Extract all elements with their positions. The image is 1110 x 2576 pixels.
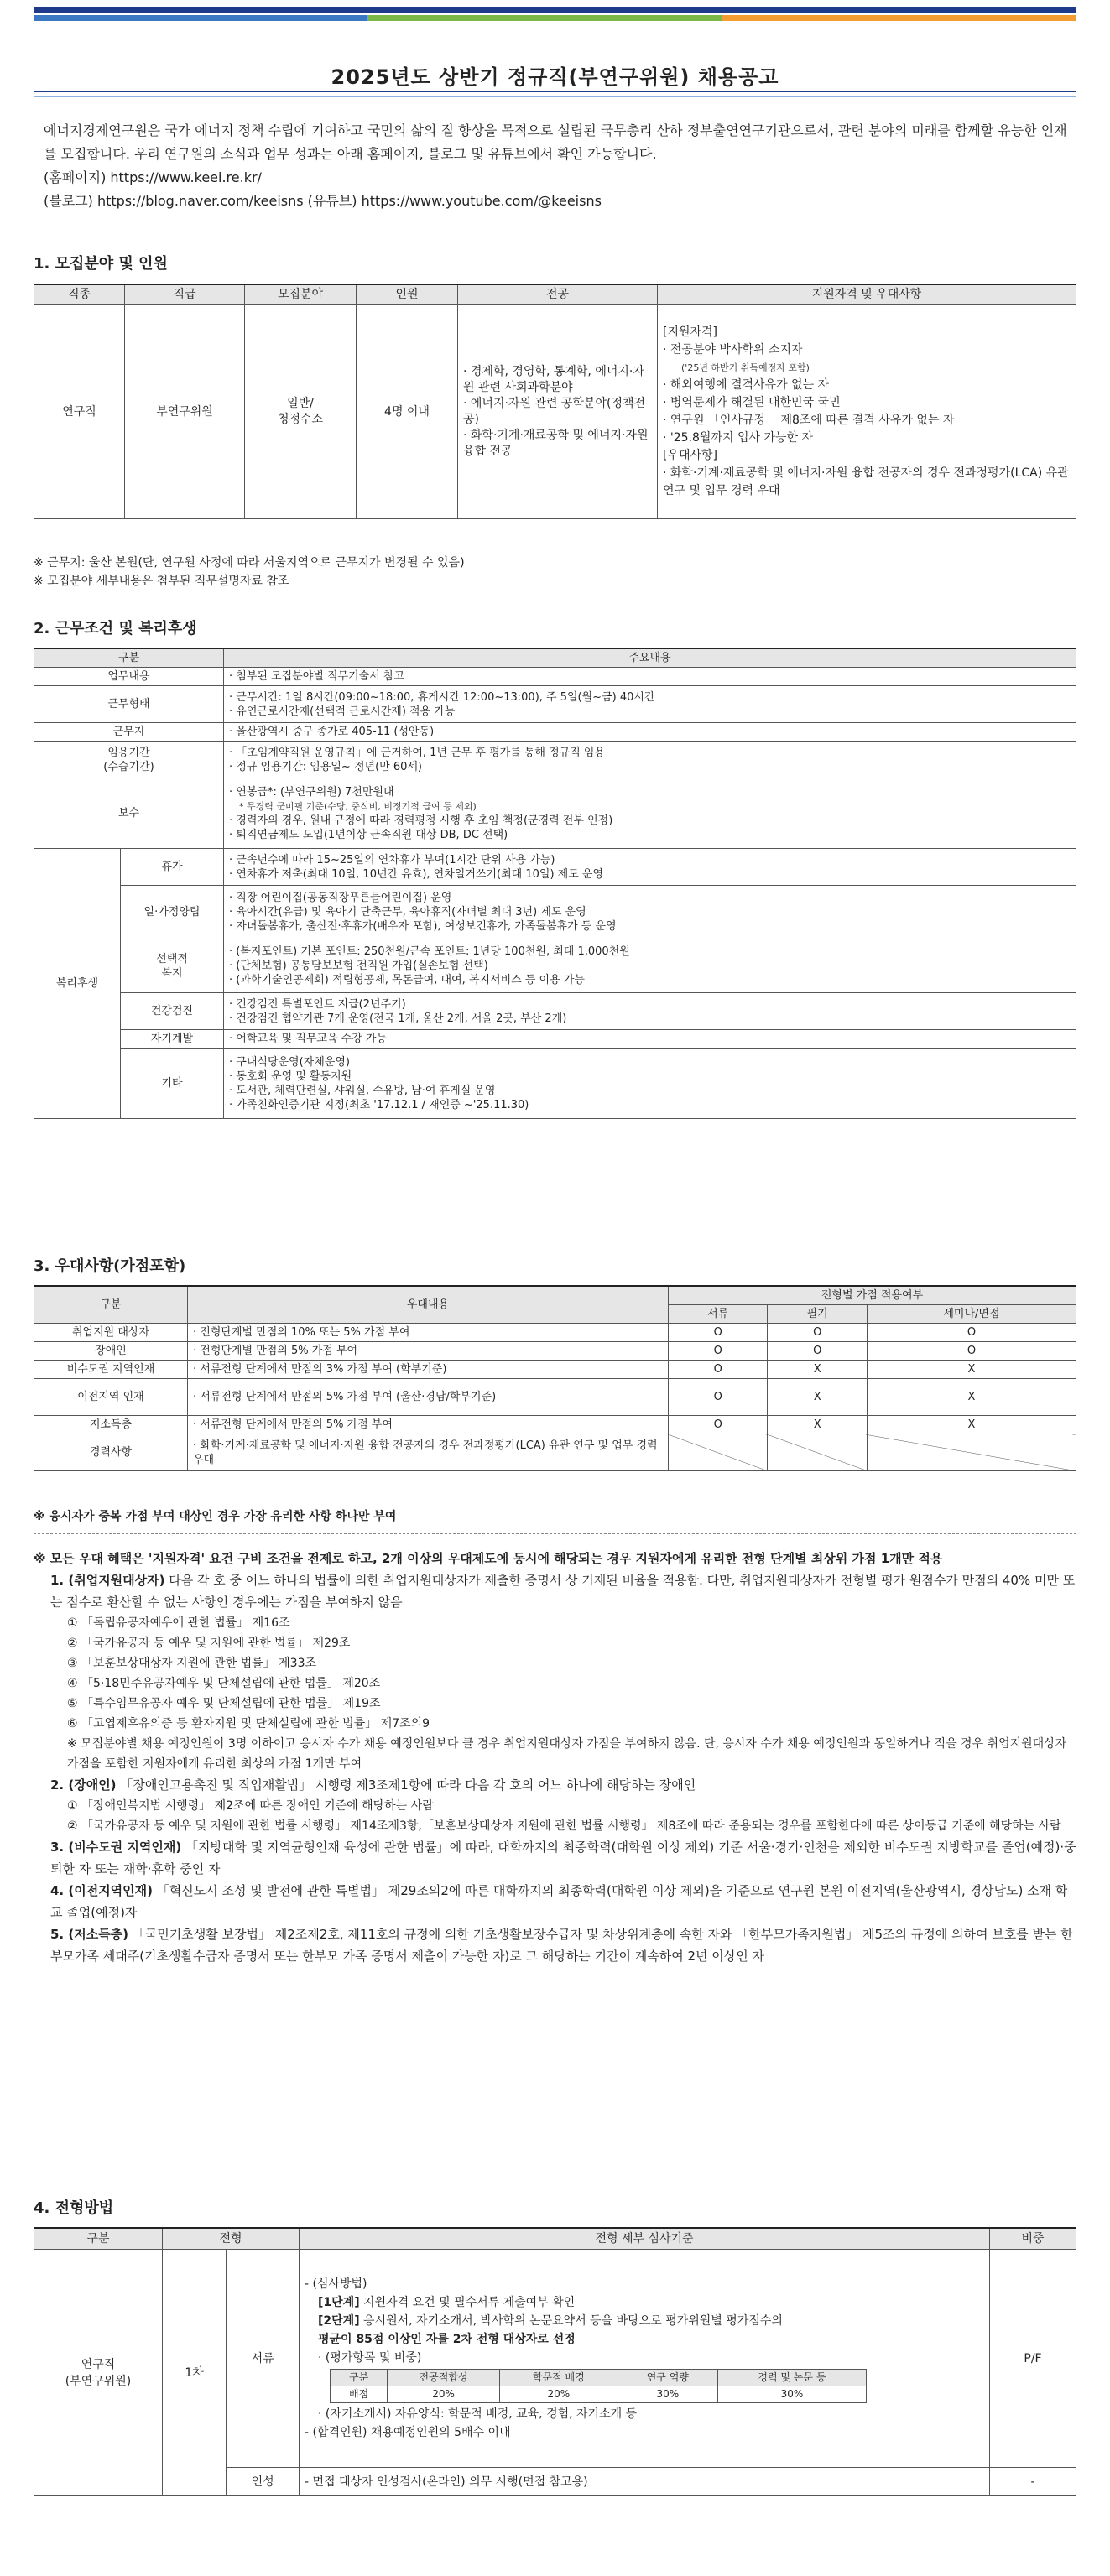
title-underline (34, 91, 1076, 92)
eval-label: · (평가항목 및 비중) (318, 2351, 422, 2365)
welfare-etc: 기타 (121, 1049, 224, 1119)
self-intro: · (자기소개서) 자유양식: 학문적 배경, 교육, 경험, 자기소개 등 (318, 2407, 638, 2421)
row-welfare: 복리후생 (34, 849, 121, 1119)
s4-doc: 서류 (227, 2250, 300, 2468)
eval-th: 경력 및 논문 등 (717, 2370, 866, 2386)
note-details: ※ 모집분야 세부내용은 첨부된 직무설명자료 참조 (34, 575, 289, 588)
mark: X (768, 1361, 867, 1379)
th-s4-weight: 비중 (990, 2228, 1076, 2250)
th-category: 구분 (34, 648, 224, 668)
eval-cell: 20% (499, 2386, 618, 2403)
pref-row-content: · 전형단계별 만점의 5% 가점 부여 (193, 1344, 663, 1358)
worktype-item: · 유연근로시간제(선택적 근로시간제) 적용 가능 (229, 705, 1071, 719)
pref-row-label: 취업지원 대상자 (34, 1324, 188, 1342)
eval-table (330, 2369, 867, 2403)
th-doc: 서류 (669, 1305, 768, 1324)
welfare-selfdev: 자기계발 (121, 1030, 224, 1049)
welfare-family: 일·가정양립 (121, 886, 224, 939)
mark: O (768, 1324, 867, 1342)
eval-cell: 30% (618, 2386, 717, 2403)
pass-count: - (합격인원) 채용예정인원의 5배수 이내 (305, 2426, 511, 2439)
p5-text: 「국민기초생활 보장법」 제2조제2호, 제11호의 규정에 의한 기초생활보장수급자 및 차상위계층에 속한 자와 「한부모가족지원법」 제5조의 규정에 의하여 보호를 받는 한부모가족 세대주(기초생활수급자 증명서 또는 한부모 가족 증명서 제출이 가능한 자)로 그 해당하는 기간이 계속하여 2년 이상인 자 (50, 1927, 1073, 1964)
mark: O (669, 1361, 768, 1379)
th-content: 주요내용 (224, 648, 1076, 668)
eval-th: 연구 역량 (618, 2370, 717, 2386)
s4-aptitude: 인성 (227, 2468, 300, 2496)
welfare-item: · 육아시간(유급) 및 육아기 단축근무, 육아휴직(자녀별 최대 3년) 제도 운영 (229, 905, 1071, 919)
mark: O (669, 1324, 768, 1342)
welfare-item: · 자녀돌봄휴가, 출산전·후휴가(배우자 포함), 여성보건휴가, 가족돌봄휴가 등 운영 (229, 919, 1071, 934)
p4-text: 「혁신도시 조성 및 발전에 관한 특별법」 제29조의2에 따른 대학까지의 최종학력(대학원 이상 제외)을 기준으로 연구원 본원 이전지역(울산광역시, 경상남도) 소재 학교 졸업(예정)자 (50, 1883, 1068, 1920)
p4-head: 4. (이전지역인재) (50, 1883, 154, 1898)
pref-row-content: · 전형단계별 만점의 10% 또는 5% 가점 부여 (193, 1325, 663, 1340)
eval-th: 전공적합성 (388, 2370, 500, 2386)
pref-row-content: · 서류전형 단계에서 만점의 3% 가점 부여 (학부기준) (193, 1362, 663, 1376)
law-item: ④ 「5·18민주유공자예우 및 단체설립에 관한 법률」 제20조 (67, 1677, 381, 1690)
s4-round: 1차 (163, 2250, 227, 2496)
s4-aptitude-weight: - (990, 2468, 1076, 2496)
th-pref-group: 구분 (34, 1286, 188, 1324)
step2-label: [2단계] (318, 2314, 360, 2328)
top-decoration (34, 7, 1076, 23)
p3-text: 「지방대학 및 지역균형인재 육성에 관한 법률」에 따라, 대학까지의 최종학력(대학원 이상 제외) 기준 서울·경기·인천을 제외한 비수도권 지방학교를 졸업(예정)·중퇴한 자 또는 재학·휴학 중인 자 (50, 1840, 1076, 1876)
s4-group: 연구직 (부연구위원) (34, 2250, 163, 2496)
th-rank: 직급 (125, 284, 245, 305)
mark: X (867, 1361, 1076, 1379)
pref-row-label: 저소득층 (34, 1416, 188, 1434)
worktype-item: · 근무시간: 1일 8시간(09:00~18:00, 휴게시간 12:00~13:00), 주 5일(월~금) 40시간 (229, 690, 1071, 705)
welfare-item: · (과학기술인공제회) 적립형공제, 목돈급여, 대여, 복지서비스 등 이용 가능 (229, 973, 1071, 987)
empty-cell (867, 1434, 1076, 1471)
mark: X (768, 1379, 867, 1416)
pref-row-label: 경력사항 (34, 1434, 188, 1471)
pref-row-content: · 서류전형 단계에서 만점의 5% 가점 부여 (193, 1418, 663, 1432)
empty-cell (669, 1434, 768, 1471)
qual-label: [지원자격] (663, 325, 718, 339)
pref-item: · 화학·기계·재료공학 및 에너지·자원 융합 전공자의 경우 전과정평가(LCA) 유관 연구 및 업무 경력 우대 (663, 465, 1071, 500)
section3-heading: 3. 우대사항(가점포함) (34, 1257, 186, 1275)
p1-note: ※ 모집분야별 채용 예정인원이 3명 이하이고 응시자 수가 채용 예정인원보다 클 경우 취업지원대상자 가점을 부여하지 않음. 단, 응시자 수가 채용 예정인원과 동일하거나 적을 경우 취업지원대상자 가점을 포함한 지원자에게 유리한 최상위 가점 1개만 부여 (67, 1737, 1067, 1771)
selection-table (34, 2227, 1076, 2496)
preference-table (34, 1285, 1076, 1471)
mark: O (768, 1342, 867, 1361)
major-item: · 에너지·자원 관련 공학분야(정책전공) (463, 396, 652, 428)
welfare-vacation: 휴가 (121, 849, 224, 886)
page-title: 2025년도 상반기 정규직(부연구위원) 채용공고 (331, 65, 779, 89)
s4-aptitude-text: - 면접 대상자 인성검사(온라인) 의무 시행(면접 참고용) (300, 2468, 990, 2496)
welfare-item: · 건강검진 특별포인트 지급(2년주기) (229, 997, 1071, 1012)
mark: X (867, 1379, 1076, 1416)
eval-cell: 20% (388, 2386, 500, 2403)
location-item: · 울산광역시 중구 종가로 405-11 (성안동) (229, 725, 1071, 739)
pref-details (34, 1548, 1076, 1967)
intro-text: 에너지경제연구원은 국가 에너지 정책 수립에 기여하고 국민의 삶의 질 향상을 목적으로 설립된 국무총리 산하 정부출연연구기관으로서, 관련 분야의 미래를 함께할 유능한 인재를 모집합니다. 우리 연구원의 소식과 업무 성과는 아래 홈페이지, 블로그 및 유튜브에서 확인 가능합니다. (44, 122, 1067, 162)
qual-item: · 병역문제가 해결된 대한민국 국민 (663, 394, 1071, 412)
law-item: ⑥ 「고엽제후유의증 등 환자지원 및 단체설립에 관한 법률」 제7조의9 (67, 1717, 430, 1730)
th-type: 직종 (34, 284, 125, 305)
row-duty: 업무내용 (34, 668, 224, 686)
mark: O (867, 1342, 1076, 1361)
row-term: 임용기간 (수습기간) (34, 742, 224, 778)
law-item: ① 「독립유공자예우에 관한 법률」 제16조 (67, 1616, 290, 1630)
th-s4-round: 전형 (163, 2228, 300, 2250)
pref-row-label: 이전지역 인재 (34, 1379, 188, 1416)
step1: 지원자격 요건 및 필수서류 제출여부 확인 (363, 2296, 576, 2309)
p5-head: 5. (저소득층) (50, 1927, 129, 1942)
pay-item: · 경력자의 경우, 원내 규정에 따라 경력평정 시행 후 초임 책정(군경력 전부 인정) (229, 814, 1071, 828)
blog-link[interactable]: (블로그) https://blog.naver.com/keeisns (유튜브) https://www.youtube.com/@keeisns (44, 193, 602, 209)
welfare-item: · 연차휴가 저축(최대 10일, 10년간 유효), 연차일거쓰기(최대 10일) 제도 운영 (229, 867, 1071, 882)
mark: X (867, 1416, 1076, 1434)
recruit-table (34, 284, 1076, 519)
welfare-item: · 가족친화인증기관 지정(최초 '17.12.1 / 재인증 ~'25.11.30) (229, 1098, 1071, 1112)
th-field: 모집분야 (245, 284, 357, 305)
cell-field: 일반/ 청정수소 (245, 305, 357, 519)
welfare-item: · 건강검진 협약기관 7개 운영(전국 1개, 울산 2개, 서울 2곳, 부산 2개) (229, 1012, 1071, 1026)
p1-text: 다음 각 호 중 어느 하나의 법률에 의한 취업지원대상자가 제출한 증명서 상 기재된 비율을 적용함. 다만, 취업지원대상자가 전형별 평가 원점수가 만점의 40% 미만 또는 점수로 환산할 수 없는 사항인 경우에는 가점을 부여하지 않음 (50, 1573, 1076, 1610)
eval-th: 구분 (331, 2370, 388, 2386)
qual-item: · 해외여행에 결격사유가 없는 자 (663, 377, 1071, 394)
main-note: ※ 모든 우대 혜택은 '지원자격' 요건 구비 조건을 전제로 하고, 2개 이상의 우대제도에 동시에 해당되는 경우 지원자에게 유리한 전형 단계별 최상위 가점 1개만 적용 (34, 1551, 943, 1566)
section2-heading: 2. 근무조건 및 복리후생 (34, 620, 197, 637)
eval-th: 학문적 배경 (499, 2370, 618, 2386)
th-pref-stage: 전형별 가점 적용여부 (669, 1286, 1076, 1305)
pref-label: [우대사항] (663, 449, 718, 462)
qual-sub: ('25년 하반기 취득예정자 포함) (681, 362, 810, 373)
law-item: ⑤ 「특수임무유공자 예우 및 단체설립에 관한 법률」 제19조 (67, 1697, 381, 1710)
pay-item: · 퇴직연금제도 도입(1년이상 근속직원 대상 DB, DC 선택) (229, 828, 1071, 842)
step2: 응시원서, 자기소개서, 박사학위 논문요약서 등을 바탕으로 평가위원별 평가점수의 (363, 2314, 783, 2328)
qual-item: · 연구원 「인사규정」 제8조에 따른 결격 사유가 없는 자 (663, 412, 1071, 429)
welfare-item: · 도서관, 체력단련실, 샤워실, 수유방, 남·여 휴게실 운영 (229, 1084, 1071, 1098)
th-qual: 지원자격 및 우대사항 (658, 284, 1076, 305)
th-s4-group: 구분 (34, 2228, 163, 2250)
note-workplace: ※ 근무지: 울산 본원(단, 연구원 사정에 따라 서울지역으로 근무지가 변경될 수 있음) (34, 556, 465, 570)
title-underline-light (34, 96, 1076, 97)
method-label: - (심사방법) (305, 2277, 367, 2291)
cell-count: 4명 이내 (357, 305, 458, 519)
s1-notes (34, 554, 465, 591)
section4-heading: 4. 전형방법 (34, 2199, 114, 2217)
s4-criteria (300, 2250, 990, 2468)
term-item: · 정규 임용기간: 임용일~ 정년(만 60세) (229, 760, 1071, 774)
qual-item: · '25.8월까지 입사 가능한 자 (663, 429, 1071, 447)
eval-cell: 배점 (331, 2386, 388, 2403)
section1-heading: 1. 모집분야 및 인원 (34, 255, 168, 273)
welfare-health: 건강검진 (121, 993, 224, 1030)
welfare-item: · 동호회 운영 및 활동지원 (229, 1069, 1071, 1084)
eval-cell: 30% (717, 2386, 866, 2403)
mark: O (669, 1416, 768, 1434)
cell-type: 연구직 (34, 305, 125, 519)
intro (44, 119, 1070, 213)
row-pay: 보수 (34, 778, 224, 849)
s4-pf: P/F (990, 2250, 1076, 2468)
welfare-item: · 직장 어린이집(공동직장푸른들어린이집) 운영 (229, 891, 1071, 905)
p2-head: 2. (장애인) (50, 1777, 117, 1793)
conditions-table (34, 648, 1076, 1119)
pay-note: * 무경력 군미필 기준(수당, 중식비, 비정기적 급여 등 제외) (239, 800, 477, 812)
cell-majors (458, 305, 658, 519)
th-major: 전공 (458, 284, 658, 305)
pref-row-label: 장애인 (34, 1342, 188, 1361)
step2b: 평균이 85점 이상인 자를 2차 전형 대상자로 선정 (318, 2333, 576, 2346)
mark: O (669, 1342, 768, 1361)
empty-cell (768, 1434, 867, 1471)
duty-item: · 첨부된 모집분야별 직무기술서 참고 (229, 669, 1071, 684)
qual-item: · 전공분야 박사학위 소지자 (663, 341, 1071, 359)
welfare-item: · (복지포인트) 기본 포인트: 250천원/근속 포인트: 1년당 100천원, 최대 1,000천원 (229, 945, 1071, 959)
mark: O (867, 1324, 1076, 1342)
p2-item: ② 「국가유공자 등 예우 및 지원에 관한 법률 시행령」 제14조제3항,「보훈보상대상자 지원에 관한 법률 시행령」 제8조에 따라 준용되는 경우를 포함한다에 따른 상이등급 기준에 해당하는 사람 (67, 1819, 1061, 1833)
row-worktype: 근무형태 (34, 686, 224, 723)
p3-head: 3. (비수도권 지역인재) (50, 1840, 182, 1855)
cell-rank: 부연구위원 (125, 305, 245, 519)
major-item: · 경제학, 경영학, 통계학, 에너지·자원 관련 사회과학분야 (463, 364, 652, 396)
p2-item: ① 「장애인복지법 시행령」 제2조에 따른 장애인 기준에 해당하는 사람 (67, 1799, 434, 1813)
color-bar (34, 15, 1076, 21)
th-interview: 세미나/면접 (867, 1305, 1076, 1324)
row-location: 근무지 (34, 723, 224, 742)
homepage-link[interactable]: (홈페이지) https://www.keei.re.kr/ (44, 169, 262, 185)
step1-label: [1단계] (318, 2296, 360, 2309)
pref-row-label: 비수도권 지역인재 (34, 1361, 188, 1379)
navy-bar (34, 7, 1076, 13)
welfare-item: · 근속년수에 따라 15~25일의 연차휴가 부여(1시간 단위 사용 가능) (229, 853, 1071, 867)
pay-item: · 연봉급*: (부연구위원) 7천만원대 (229, 785, 1071, 799)
cell-quals (658, 305, 1076, 519)
th-written: 필기 (768, 1305, 867, 1324)
p2-text: 「장애인고용촉진 및 직업재활법」 시행령 제3조제1항에 따라 다음 각 호의 어느 하나에 해당하는 장애인 (120, 1777, 696, 1793)
th-s4-criteria: 전형 세부 심사기준 (300, 2228, 990, 2250)
pref-row-content: · 화학·기계·재료공학 및 에너지·자원 융합 전공자의 경우 전과정평가(LCA) 유관 연구 및 업무 경력 우대 (193, 1439, 663, 1467)
p1-head: 1. (취업지원대상자) (50, 1573, 165, 1588)
pref-row-content: · 서류전형 단계에서 만점의 5% 가점 부여 (울산·경남/학부기준) (193, 1390, 663, 1404)
s3-note: ※ 응시자가 중복 가점 부여 대상인 경우 가장 유리한 사항 하나만 부여 (34, 1510, 397, 1523)
major-item: · 화학·기계·재료공학 및 에너지·자원 융합 전공 (463, 428, 652, 460)
welfare-item: · (단체보험) 공통담보보험 전직원 가입(실손보험 선택) (229, 959, 1071, 973)
law-item: ② 「국가유공자 등 예우 및 지원에 관한 법률」 제29조 (67, 1637, 351, 1650)
welfare-item: · 어학교육 및 직무교육 수강 가능 (229, 1032, 1071, 1046)
mark: O (669, 1379, 768, 1416)
welfare-item: · 구내식당운영(자체운영) (229, 1055, 1071, 1069)
th-count: 인원 (357, 284, 458, 305)
th-pref-content: 우대내용 (188, 1286, 669, 1324)
mark: X (768, 1416, 867, 1434)
law-item: ③ 「보훈보상대상자 지원에 관한 법률」 제33조 (67, 1657, 316, 1670)
welfare-selective: 선택적 복지 (121, 939, 224, 993)
term-item: · 「초임계약직원 운영규칙」에 근거하여, 1년 근무 후 평가를 통해 정규직 임용 (229, 746, 1071, 760)
divider (34, 1533, 1076, 1534)
